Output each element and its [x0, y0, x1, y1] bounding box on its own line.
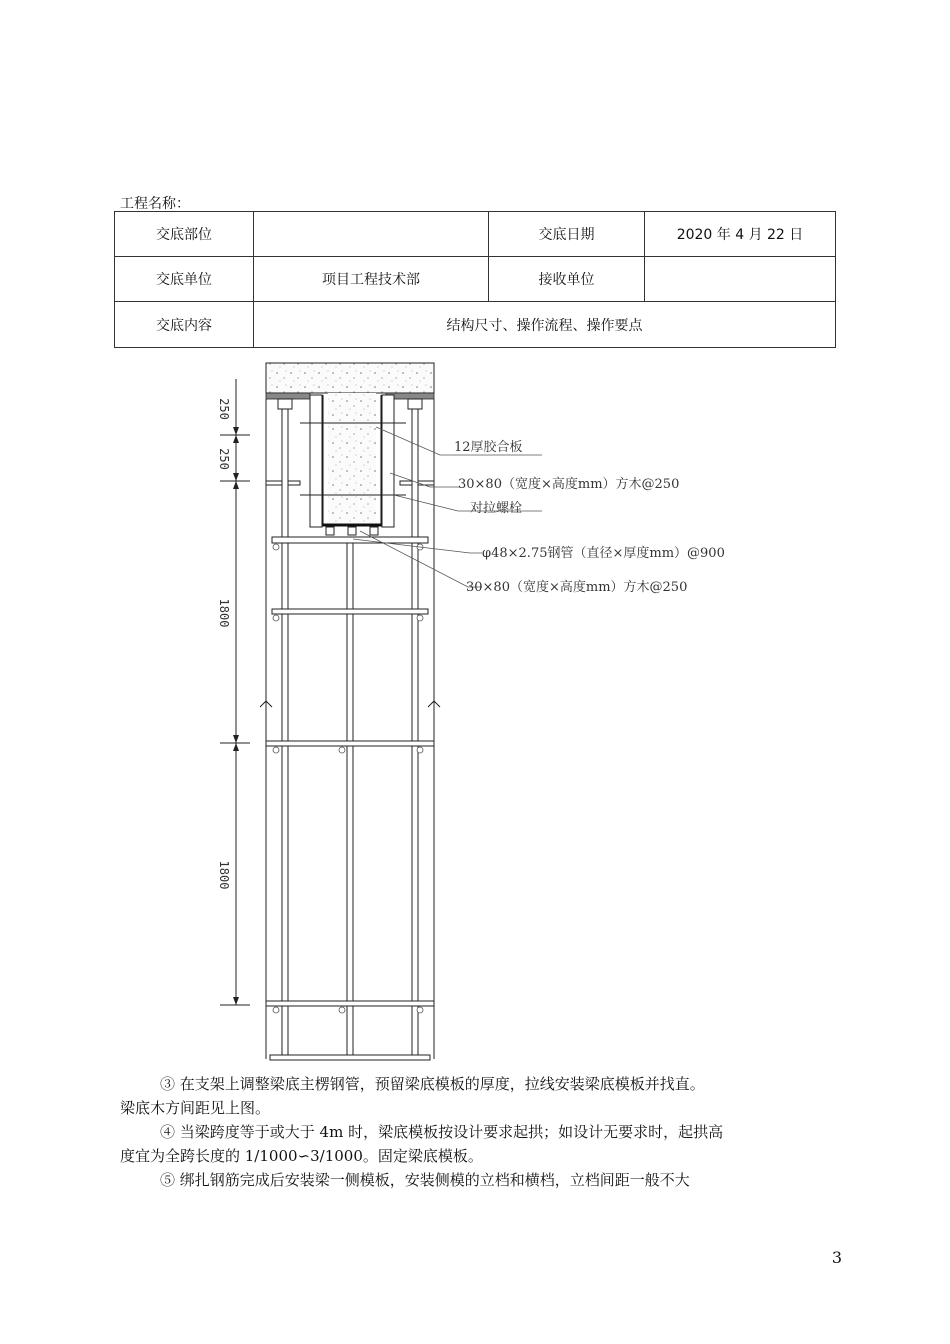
dim-label-3: 1800: [217, 598, 231, 628]
page-number: 3: [831, 1248, 842, 1267]
label-timber-lower: 30×80（宽度×高度mm）方木@250: [466, 580, 688, 595]
ledger-base: [270, 1055, 430, 1060]
table-cell: [645, 257, 836, 302]
main-ledger: [272, 537, 428, 543]
beam-bottom-timber-3: [370, 527, 378, 535]
table-cell: 结构尺寸、操作流程、操作要点: [254, 302, 836, 348]
label-bolt: 对拉螺栓: [470, 501, 523, 516]
label-timber-upper: 30×80（宽度×高度mm）方木@250: [458, 477, 680, 492]
disclosure-table: [114, 211, 836, 348]
dim-label-1: 250: [217, 398, 231, 420]
slab-concrete: [266, 363, 434, 393]
beam-formwork-drawing: [190, 355, 750, 1065]
table-row: [115, 257, 836, 302]
paragraph-line: ④ 当梁跨度等于或大于 4m 时，梁底模板按设计要求起拱；如设计无要求时，起拱高: [160, 1123, 724, 1141]
paragraph-line: 梁底木方间距见上图。: [120, 1099, 271, 1117]
beam-side-timber-left: [310, 395, 322, 527]
beam-bottom-timber-1: [326, 527, 334, 535]
ledger-2: [266, 741, 434, 746]
slab-plywood-left: [266, 393, 310, 399]
slab-timber-left: [278, 399, 292, 409]
dim-label-4: 1800: [217, 860, 231, 890]
ledger-3: [266, 1001, 434, 1006]
project-name-label: 工程名称：: [120, 196, 190, 212]
label-plywood: 12厚胶合板: [454, 440, 523, 455]
dim-label-2: 250: [217, 448, 231, 470]
table-cell: [254, 212, 489, 257]
table-cell: 交底内容: [115, 302, 254, 348]
paragraph-line: 度宜为全跨长度的 1/1000∽3/1000。固定梁底模板。: [120, 1147, 483, 1165]
ledger-1: [272, 609, 428, 614]
table-cell: 交底部位: [115, 212, 254, 257]
body-text: [120, 1072, 838, 1192]
standard-center: [347, 543, 353, 1059]
standard-left: [282, 409, 288, 1059]
paragraph-line: ⑤ 绑扎钢筋完成后安装梁一侧模板，安装侧模的立档和横档，立档间距一般不大: [160, 1171, 690, 1189]
label-steel-pipe: φ48×2.75钢管（直径×厚度mm）@900: [482, 546, 725, 561]
beam-side-timber-right: [382, 395, 394, 527]
table-cell: 接收单位: [489, 257, 645, 302]
table-row: [115, 212, 836, 257]
standard-right: [412, 409, 418, 1059]
beam-concrete: [328, 393, 376, 523]
slab-timber-right: [408, 399, 422, 409]
table-row: [115, 302, 836, 348]
beam-bottom-timber-2: [348, 527, 356, 535]
table-cell: 交底日期: [489, 212, 645, 257]
dimension-line: [220, 379, 250, 1005]
table-cell: 2020 年 4 月 22 日: [645, 212, 836, 257]
table-cell: 交底单位: [115, 257, 254, 302]
paragraph-line: ③ 在支架上调整梁底主楞钢管，预留梁底模板的厚度，拉线安装梁底模板并找直。: [160, 1075, 705, 1093]
table-cell: 项目工程技术部: [254, 257, 489, 302]
